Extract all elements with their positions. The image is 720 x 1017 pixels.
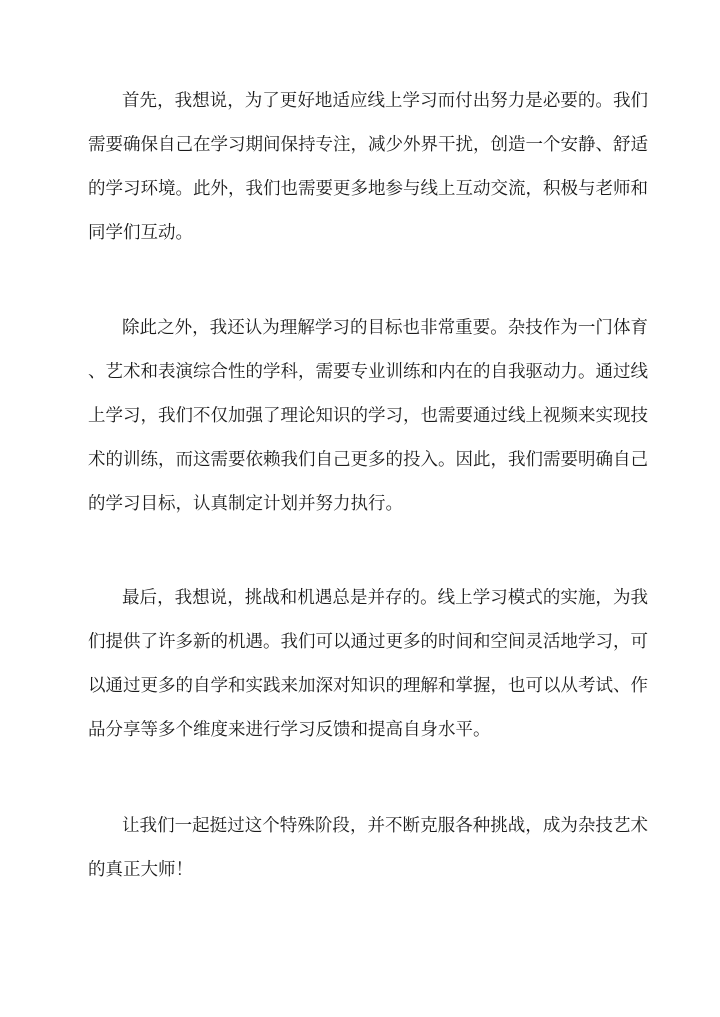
paragraph-line: 的学习目标，认真制定计划并努力执行。 xyxy=(88,494,403,514)
paragraph-line: 同学们互动。 xyxy=(88,223,193,243)
paragraph-line: 的学习环境。此外，我们也需要更多地参与线上互动交流，积极与老师和 xyxy=(88,179,648,199)
paragraph-line: 最后，我想说，挑战和机遇总是并存的。线上学习模式的实施，为我 xyxy=(122,588,648,608)
paragraph-line: 的真正大师！ xyxy=(88,860,193,880)
paragraph-line: 们提供了许多新的机遇。我们可以通过更多的时间和空间灵活地学习，可 xyxy=(88,632,648,652)
paragraph-line: 以通过更多的自学和实践来加深对知识的理解和掌握，也可以从考试、作 xyxy=(88,676,648,696)
paragraph-line: 首先，我想说，为了更好地适应线上学习而付出努力是必要的。我们 xyxy=(122,91,648,111)
paragraph-line: 上学习，我们不仅加强了理论知识的学习，也需要通过线上视频来实现技 xyxy=(88,406,648,426)
paragraph-line: 品分享等多个维度来进行学习反馈和提高自身水平。 xyxy=(88,720,491,740)
paragraph-line: 除此之外，我还认为理解学习的目标也非常重要。杂技作为一门体育 xyxy=(122,318,648,338)
paragraph-line: 术的训练，而这需要依赖我们自己更多的投入。因此，我们需要明确自己 xyxy=(88,450,648,470)
paragraph-line: 需要确保自己在学习期间保持专注，减少外界干扰，创造一个安静、舒适 xyxy=(88,135,648,155)
paragraph-line: 、艺术和表演综合性的学科，需要专业训练和内在的自我驱动力。通过线 xyxy=(88,362,648,382)
paragraph-line: 让我们一起挺过这个特殊阶段，并不断克服各种挑战，成为杂技艺术 xyxy=(122,816,648,836)
